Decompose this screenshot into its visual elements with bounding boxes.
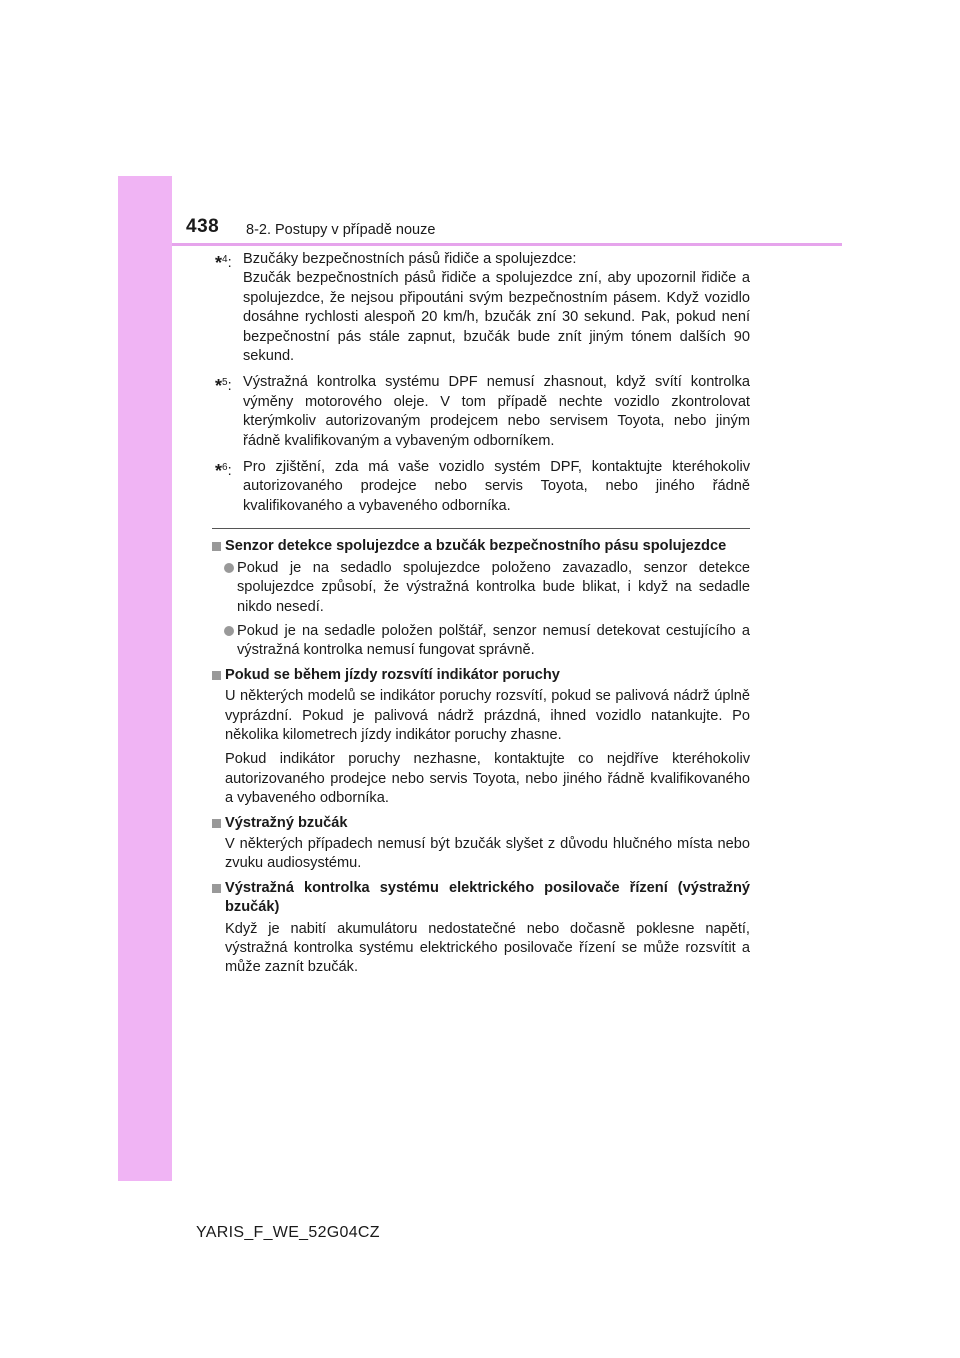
circle-bullet-icon — [224, 626, 234, 636]
subsection-heading: Senzor detekce spolujezdce a bzučák bezpečnostního pásu spolujezdce — [212, 537, 750, 556]
footnote-5 — [212, 373, 750, 451]
paragraph: V některých případech nemusí být bzučák slyšet z důvodu hlučného místa nebo zvuku audiosystému. — [225, 835, 750, 872]
footnote-text: Bzučáky bezpečnostních pásů řidiče a spolujezdce: Bzučák bezpečnostních pásů řidiče a spolujezdce zní, aby upozornil řidiče a spolujezdce, že nejsou připoutáni svým bezpečnostním pásem. Když vozidlo dosáhne rychlosti alespoň 20 km/h, bzučák zní 30 sekund. Pak, pokud není bezpečnostní pás stále zapnut, bzučák bude znít jiným tónem dalších 90 sekund. — [243, 251, 750, 365]
section-title: 8-2. Postupy v případě nouze — [246, 222, 436, 238]
section-divider — [212, 528, 750, 529]
footnote-6 — [212, 458, 750, 516]
square-bullet-icon — [212, 819, 221, 828]
footnote-marker: *$^6$: — [215, 461, 232, 482]
square-bullet-icon — [212, 671, 221, 680]
document-code: YARIS_F_WE_52G04CZ — [196, 1224, 380, 1241]
paragraph: U některých modelů se indikátor poruchy rozsvítí, pokud se palivová nádrž úplně vyprázdní. Pokud je palivová nádrž prázdná, ihned vozidlo natankujte. Po několika kilometrech jízdy indikátor poruchy zhasne. — [225, 688, 750, 743]
subsection-heading: Výstražný bzučák — [212, 814, 750, 833]
paragraph: Když je nabití akumulátoru nedostatečné nebo dočasně poklesne napětí, výstražná kontrolka systému elektrického posilovače řízení se může rozsvítit a může zaznít bzučák. — [225, 920, 750, 976]
footnote-text: Výstražná kontrolka systému DPF nemusí zhasnout, když svítí kontrolka výměny motorového oleje. V tom případě nechte vozidlo zkontrolovat kterýmkoliv autorizovaným prodejcem nebo servisem Toyota, nebo jiným řádně kvalifikovaným a vybaveným odborníkem. — [243, 374, 750, 449]
footnote-text: Pro zjištění, zda má vaše vozidlo systém DPF, kontaktujte kteréhokoliv autorizovaného prodejce nebo servis Toyota, nebo jiného řádně kvalifikovaného a vybaveného odborníka. — [243, 459, 750, 514]
square-bullet-icon — [212, 884, 221, 893]
asterisk-icon: * — [215, 461, 223, 482]
circle-bullet-icon — [224, 563, 234, 573]
header-rule — [172, 243, 842, 246]
list-item: Pokud je na sedadle položen polštář, senzor nemusí detekovat cestujícího a výstražná kontrolka nemusí fungovat správně. — [212, 622, 750, 661]
chapter-sidebar-tab — [118, 176, 172, 1181]
footnote-marker: *$^4$: — [215, 253, 232, 273]
asterisk-icon: * — [215, 376, 223, 397]
subsection-heading: Pokud se během jízdy rozsvítí indikátor poruchy — [212, 666, 750, 685]
page-number: 438 — [186, 216, 220, 237]
list-item: Pokud je na sedadlo spolujezdce položeno zavazadlo, senzor detekce spolujezdce způsobí, že výstražná kontrolka bude blikat, i když na sedadle nikdo nesedí. — [212, 559, 750, 617]
subsection-heading: Výstražná kontrolka systému elektrického posilovače řízení (výstražný bzučák) — [212, 879, 750, 918]
footnote-4 — [212, 250, 750, 366]
paragraph: Pokud indikátor poruchy nezhasne, kontaktujte co nejdříve kteréhokoliv autorizovaného prodejce nebo servis Toyota, nebo jiného řádně kvalifikovaného a vybaveného odborníka. — [225, 751, 750, 807]
footnote-marker: *$^5$: — [215, 376, 232, 397]
asterisk-icon: * — [215, 253, 223, 273]
page-content — [212, 250, 750, 983]
square-bullet-icon — [212, 542, 221, 551]
